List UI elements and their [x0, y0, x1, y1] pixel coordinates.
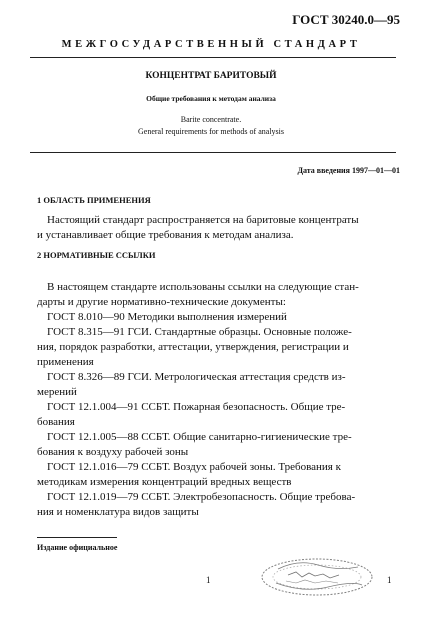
- section-2-line: ГОСТ 12.1.004—91 ССБТ. Пожарная безопасность. Общие тре-: [47, 401, 346, 413]
- section-2-line: применения: [37, 356, 94, 368]
- section-2-line: бования к воздуху рабочей зоны: [37, 446, 189, 458]
- standard-banner: МЕЖГОСУДАРСТВЕННЫЙ СТАНДАРТ: [61, 39, 361, 50]
- section-2-line: бования: [37, 416, 75, 428]
- page-number: 1: [206, 575, 211, 585]
- section-2-line: ГОСТ 8.315—91 ГСИ. Стандартные образцы. Основные положе-: [47, 326, 352, 338]
- section-1-heading: 1 ОБЛАСТЬ ПРИМЕНЕНИЯ: [37, 195, 151, 205]
- official-edition-label: Издание официальное: [37, 543, 118, 552]
- section-2-line: методикам измерения концентраций вредных веществ: [37, 476, 292, 488]
- section-2-line: ГОСТ 8.326—89 ГСИ. Метрологическая аттестация средств из-: [47, 371, 346, 383]
- title-rule: [30, 152, 396, 153]
- top-rule: [30, 57, 396, 58]
- section-2-line: ГОСТ 8.010—90 Методики выполнения измерений: [47, 311, 287, 323]
- section-2-line: ГОСТ 12.1.016—79 ССБТ. Воздух рабочей зоны. Требования к: [47, 461, 341, 473]
- section-2-line: ния и номенклатура видов защиты: [37, 506, 199, 518]
- section-1-body: [37, 213, 395, 243]
- section-2-line: дарты и другие нормативно-технические документы:: [37, 296, 286, 308]
- section-1-line: Настоящий стандарт распространяется на баритовые концентраты: [47, 214, 359, 226]
- introduction-date: Дата введения 1997—01—01: [297, 166, 400, 175]
- section-2-body: [37, 280, 395, 520]
- section-2-line: ГОСТ 12.1.005—88 ССБТ. Общие санитарно-гигиенические тре-: [47, 431, 352, 443]
- english-title-line-2: General requirements for methods of analysis: [138, 127, 284, 136]
- section-1-line: и устанавливает общие требования к методам анализа.: [37, 229, 294, 241]
- document-subtitle: Общие требования к методам анализа: [146, 94, 276, 103]
- footer-rule: [37, 537, 117, 538]
- english-title-line-1: Barite concentrate.: [180, 115, 242, 124]
- library-stamp: [258, 555, 376, 599]
- document-title: КОНЦЕНТРАТ БАРИТОВЫЙ: [145, 71, 277, 81]
- section-2-line: ГОСТ 12.1.019—79 ССБТ. Электробезопасность. Общие требова-: [47, 491, 356, 503]
- section-2-line: В настоящем стандарте использованы ссылки на следующие стан-: [47, 281, 359, 293]
- section-2-line: ния, порядок разработки, аттестации, утверждения, регистрации и: [37, 341, 349, 353]
- section-2-heading: 2 НОРМАТИВНЫЕ ССЫЛКИ: [37, 250, 156, 260]
- page-number-right: 1: [387, 575, 392, 585]
- document-number: ГОСТ 30240.0—95: [292, 12, 400, 27]
- section-2-line: мерений: [37, 386, 77, 398]
